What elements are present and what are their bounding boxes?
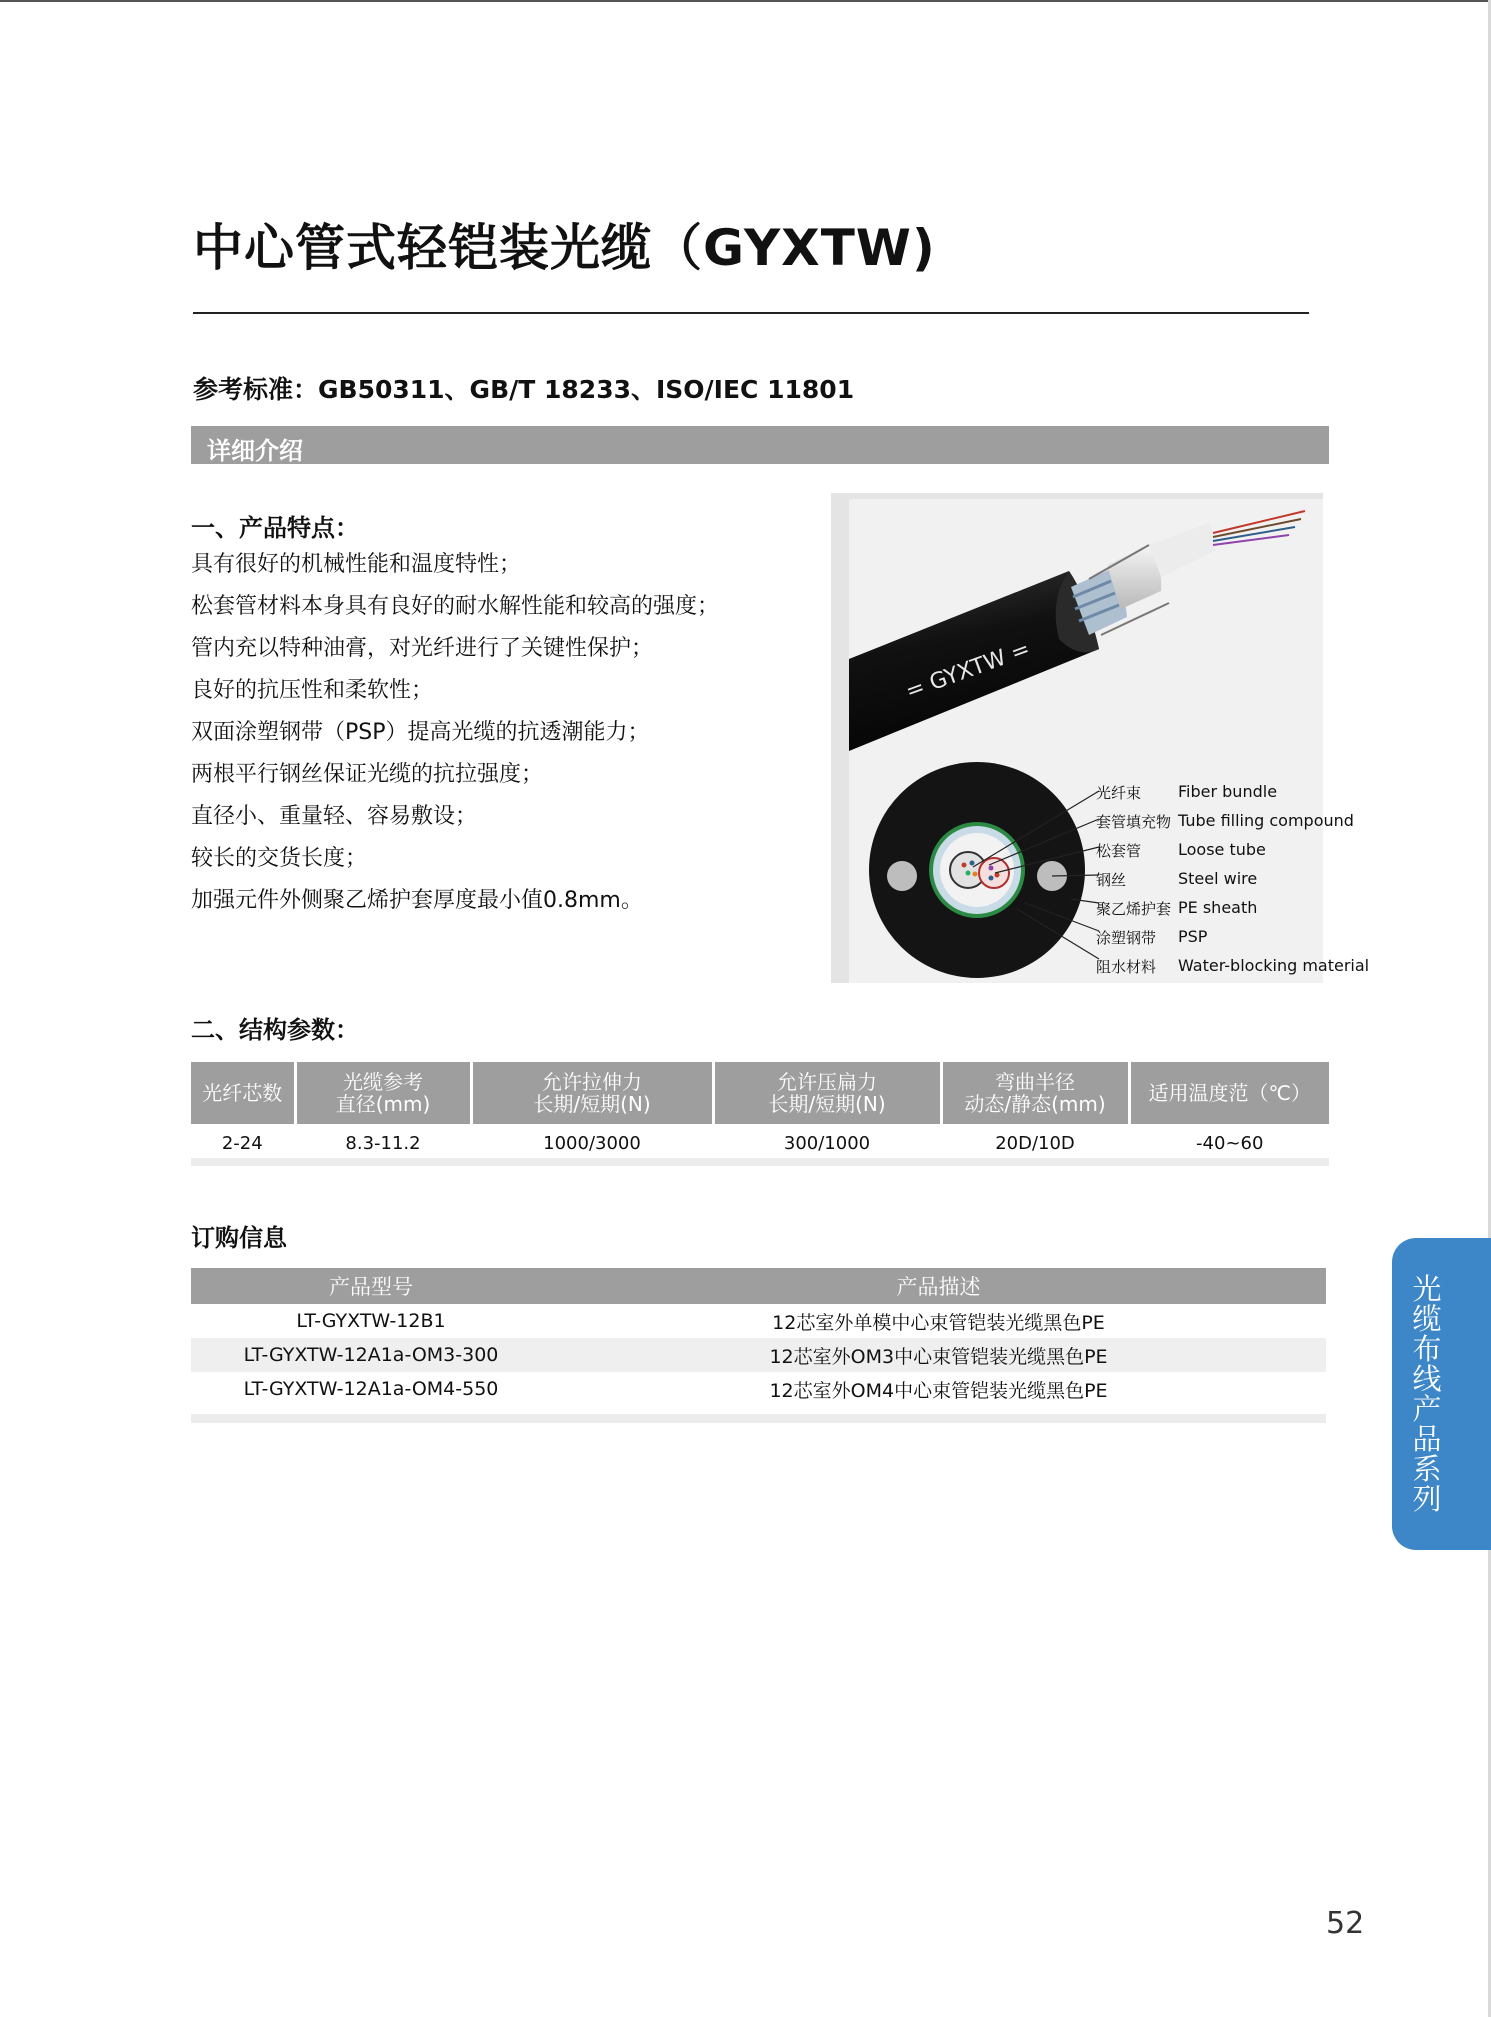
- legend-label-en: Loose tube: [1178, 840, 1266, 859]
- legend-label-en: PE sheath: [1178, 898, 1258, 917]
- feature-item: 较长的交货长度；: [191, 846, 368, 871]
- legend-label-cn: 阻水材料: [1096, 958, 1157, 976]
- column-header: 产品型号: [191, 1268, 551, 1304]
- feature-item: 双面涂塑钢带（PSP）提高光缆的抗透潮能力；: [191, 720, 650, 745]
- legend-label-en: Tube filling compound: [1178, 811, 1354, 830]
- reference-standard: 参考标准：GB50311、GB/T 18233、ISO/IEC 11801: [193, 375, 855, 404]
- table-header-row: [191, 1062, 1329, 1124]
- section-banner-label: 详细介绍: [207, 437, 303, 465]
- legend-label-cn: 光纤束: [1096, 784, 1142, 802]
- table-cell: LT-GYXTW-12B1: [296, 1310, 446, 1332]
- cable-cross-section: [869, 762, 1085, 978]
- order-heading: 订购信息: [191, 1224, 287, 1252]
- legend-label-en: Water-blocking material: [1178, 956, 1370, 975]
- page-title: 中心管式轻铠装光缆（GYXTW): [193, 219, 936, 277]
- top-rule: [0, 0, 1491, 2]
- feature-item: 松套管材料本身具有良好的耐水解性能和较高的强度；: [191, 594, 720, 619]
- page-number: 52: [1326, 1906, 1365, 1941]
- table-cell: LT-GYXTW-12A1a-OM4-550: [243, 1378, 499, 1400]
- column-header: 光纤芯数: [191, 1062, 295, 1124]
- order-table: [191, 1268, 1326, 1406]
- side-tab-char: 缆: [1412, 1302, 1442, 1336]
- section-banner: [191, 426, 1329, 464]
- column-header: 适用温度范（℃）: [1129, 1062, 1329, 1124]
- legend-label-en: PSP: [1178, 927, 1208, 946]
- legend-label-cn: 涂塑钢带: [1096, 929, 1157, 947]
- legend-label-cn: 松套管: [1096, 842, 1142, 860]
- feature-item: 两根平行钢丝保证光缆的抗拉强度；: [191, 762, 544, 787]
- feature-item: 直径小、重量轻、容易敷设；: [191, 804, 478, 829]
- side-tab-char: 布: [1412, 1332, 1442, 1366]
- table-row: [191, 1124, 1329, 1162]
- table-footer-bar: [191, 1158, 1329, 1166]
- side-tab-char: 系: [1412, 1452, 1442, 1486]
- table-row: [191, 1304, 1326, 1338]
- side-tab-char: 产: [1412, 1392, 1442, 1426]
- column-header: 光缆参考 直径(mm): [295, 1062, 471, 1124]
- feature-item: 良好的抗压性和柔软性；: [191, 678, 434, 703]
- table-row: [191, 1338, 1326, 1372]
- feature-item: 具有很好的机械性能和温度特性；: [191, 552, 522, 577]
- side-tab-char: 光: [1412, 1272, 1442, 1306]
- structure-heading: 二、结构参数：: [191, 1016, 359, 1044]
- table-cell: -40~60: [1196, 1132, 1264, 1154]
- title-divider: [193, 312, 1309, 314]
- side-tab-char: 品: [1412, 1422, 1442, 1456]
- series-side-tab-label: [1392, 1274, 1462, 1514]
- table-cell: 2-24: [191, 1124, 295, 1162]
- feature-item: 管内充以特种油膏，对光纤进行了关键性保护；: [191, 636, 654, 661]
- legend-label-en: Fiber bundle: [1178, 782, 1278, 801]
- side-tab-char: 线: [1412, 1362, 1442, 1396]
- column-header: 产品描述: [551, 1268, 1326, 1304]
- column-header: 允许拉伸力 长期/短期(N): [471, 1062, 713, 1124]
- features-list: [191, 550, 719, 928]
- table-cell: 300/1000: [713, 1124, 941, 1162]
- legend-label-cn: 聚乙烯护套: [1096, 900, 1172, 918]
- table-row: [191, 1372, 1326, 1406]
- legend-label-cn: 钢丝: [1096, 871, 1127, 889]
- legend-label-en: Steel wire: [1178, 869, 1258, 888]
- table-cell: 12芯室外OM4中心束管铠装光缆黑色PE: [769, 1379, 1108, 1402]
- column-header: 允许压扁力 长期/短期(N): [713, 1062, 941, 1124]
- table-cell: 8.3-11.2: [295, 1124, 471, 1162]
- cable-side-view: [849, 511, 1305, 751]
- image-frame-left: [831, 493, 849, 983]
- table-cell: 1000/3000: [471, 1124, 713, 1162]
- table-cell: 20D/10D: [941, 1124, 1129, 1162]
- table-cell: LT-GYXTW-12A1a-OM3-300: [191, 1338, 551, 1372]
- side-tab-char: 列: [1412, 1482, 1442, 1516]
- features-heading: 一、产品特点：: [191, 514, 359, 542]
- table-header-row: [191, 1268, 1326, 1304]
- series-side-tab: [1392, 1238, 1491, 1550]
- feature-item: 加强元件外侧聚乙烯护套厚度最小值0.8mm。: [191, 888, 643, 913]
- cable-printed-label: = GYXTW =: [902, 636, 1034, 705]
- table-cell: 12芯室外OM3中心束管铠装光缆黑色PE: [551, 1338, 1326, 1372]
- legend-label-cn: 套管填充物: [1096, 813, 1172, 831]
- table-footer-bar: [191, 1414, 1326, 1423]
- table-cell: 12芯室外单模中心束管铠装光缆黑色PE: [772, 1311, 1105, 1334]
- column-header: 弯曲半径 动态/静态(mm): [941, 1062, 1129, 1124]
- structure-table: [191, 1062, 1329, 1162]
